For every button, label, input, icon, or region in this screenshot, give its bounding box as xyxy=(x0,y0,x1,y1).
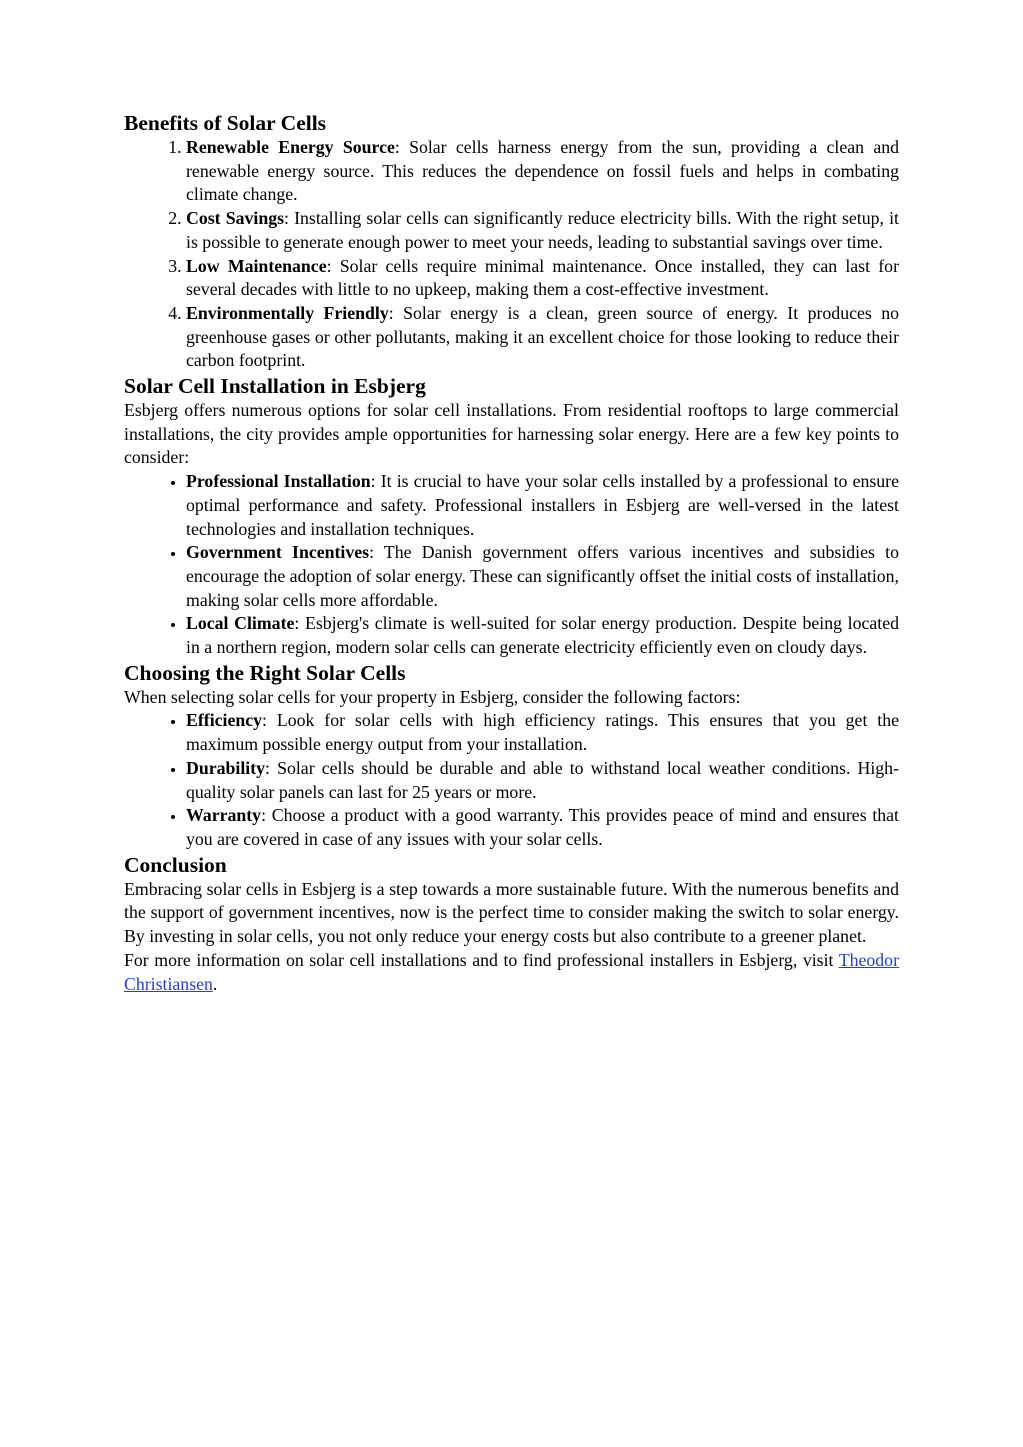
list-item xyxy=(186,541,899,612)
item-text: : Solar cells should be durable and able to withstand local weather conditions. High-quality solar panels can last for 25 years or more. xyxy=(186,757,899,802)
item-text: : The Danish government offers various incentives and subsidies to encourage the adoption of solar energy. These can significantly offset the initial costs of installation, making solar cells more affordable. xyxy=(186,542,899,610)
list-item xyxy=(186,136,899,207)
item-term: Renewable Energy Source xyxy=(186,137,395,157)
document-page xyxy=(124,110,899,996)
item-text: : Solar cells require minimal maintenance. Once installed, they can last for several decades with little to no upkeep, making them a cost-effective investment. xyxy=(186,255,899,300)
item-text: : Installing solar cells can significantly reduce electricity bills. With the right setup, it is possible to generate enough power to meet your needs, leading to substantial savings over time. xyxy=(186,208,899,252)
more-info-prefix: For more information on solar cell installations and to find professional installers in Esbjerg, visit xyxy=(124,949,839,970)
more-info-suffix: . xyxy=(212,973,218,994)
item-term: Warranty xyxy=(186,805,262,826)
item-term: Local Climate xyxy=(186,613,295,634)
list-item xyxy=(186,302,899,373)
item-term: Professional Installation xyxy=(186,471,371,492)
item-text: : Solar energy is a clean, green source of energy. It produces no greenhouse gases or other pollutants, making it an excellent choice for those looking to reduce their carbon footprint. xyxy=(186,302,899,371)
item-term: Efficiency xyxy=(186,710,263,731)
item-term: Government Incentives xyxy=(186,542,370,563)
item-text: : Look for solar cells with high efficiency ratings. This ensures that you get the maximum possible energy output from your installation. xyxy=(186,710,899,755)
item-text: : Solar cells harness energy from the sun, providing a clean and renewable energy source. This reduces the dependence on fossil fuels and helps in combating climate change. xyxy=(186,137,899,205)
installation-list xyxy=(124,470,899,660)
choosing-intro: When selecting solar cells for your property in Esbjerg, consider the following factors: xyxy=(124,686,741,707)
list-item xyxy=(186,709,899,756)
item-text: : Esbjerg's climate is well-suited for solar energy production. Despite being located in a northern region, modern solar cells can generate electricity efficiently even on cloudy days. xyxy=(186,613,899,658)
choosing-list xyxy=(124,709,899,851)
item-term: Low Maintenance xyxy=(186,255,327,276)
installation-intro: Esbjerg offers numerous options for solar cell installations. From residential rooftops to large commercial installations, the city provides ample opportunities for harnessing solar energy. Here are a few key points to consider: xyxy=(124,400,899,468)
list-item xyxy=(186,612,899,659)
list-item xyxy=(186,804,899,851)
item-term: Durability xyxy=(186,757,266,778)
list-item xyxy=(186,255,899,302)
list-item xyxy=(186,207,899,254)
list-item xyxy=(186,757,899,804)
item-text: : Choose a product with a good warranty. This provides peace of mind and ensures that you are covered in case of any issues with your solar cells. xyxy=(186,805,899,849)
item-text: : It is crucial to have your solar cells installed by a professional to ensure optimal performance and safety. Professional installers in Esbjerg are well-versed in the latest technologies and installation techniques. xyxy=(186,471,899,539)
item-term: Environmentally Friendly xyxy=(186,302,389,323)
item-term: Cost Savings xyxy=(186,208,285,229)
conclusion-heading: Conclusion xyxy=(124,852,227,877)
benefits-list xyxy=(124,136,899,373)
benefits-heading: Benefits of Solar Cells xyxy=(124,111,327,135)
conclusion-paragraph: Embracing solar cells in Esbjerg is a step towards a more sustainable future. With the numerous benefits and the support of government incentives, now is the perfect time to consider making the switch to solar energy. By investing in solar cells, you not only reduce your energy costs but also contribute to a greener planet. xyxy=(124,878,899,947)
theodor-christiansen-link[interactable]: Theodor Christiansen xyxy=(124,949,899,994)
choosing-heading: Choosing the Right Solar Cells xyxy=(124,660,406,685)
installation-heading: Solar Cell Installation in Esbjerg xyxy=(124,374,426,399)
more-info-paragraph xyxy=(124,949,899,996)
list-item xyxy=(186,470,899,541)
